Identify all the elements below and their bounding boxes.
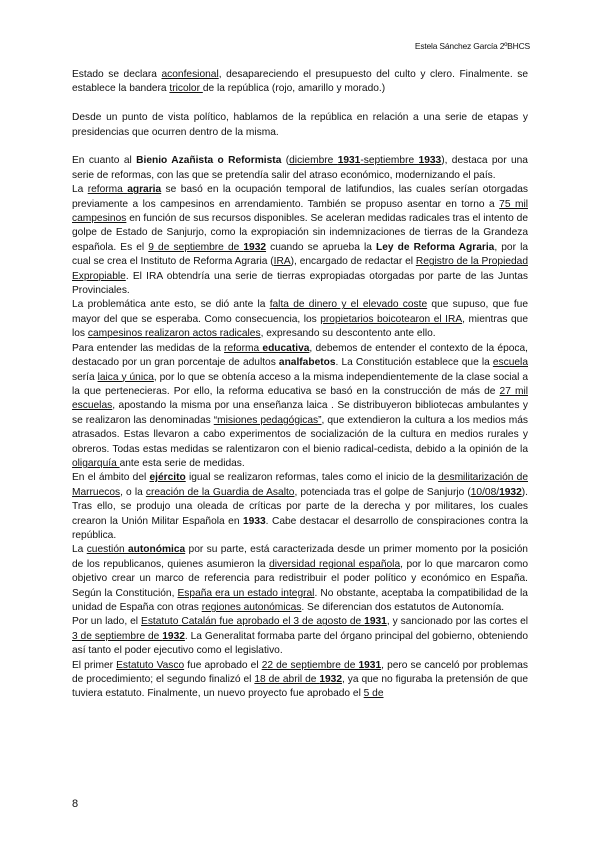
text-run: Estado se declara (72, 69, 162, 80)
paragraph (72, 543, 528, 615)
paragraph (72, 68, 528, 97)
text-run: Desde un punto de vista político, hablamos de la república en relación a una serie de etapas y presidencias que ocurren dentro de la misma. (72, 112, 528, 138)
underlined-term: 75 mil campesinos (72, 198, 528, 225)
paragraph (72, 183, 528, 298)
paragraph (72, 471, 528, 543)
underlined-term: 9 de septiembre de (148, 241, 244, 253)
text-run: . Se diferencian dos estatutos de Autonomía. (301, 602, 505, 613)
text-run: . Cabe destacar el desarrollo de conspiraciones contra la república. (72, 515, 528, 541)
underlined-term: oligarquía (72, 457, 120, 469)
underlined-term: escuela (492, 357, 528, 369)
emphasized-term: 1932 (162, 630, 185, 642)
underlined-term: 22 de septiembre de (261, 659, 359, 671)
paragraph-spacer (72, 97, 528, 111)
text-run: , debemos de entender el contexto de la época, destacado por un gran porcentaje de adultos (72, 342, 528, 369)
text-run: , pero se canceló por problemas de procedimiento; el segundo finalizó el (72, 659, 528, 686)
text-run: Por un lado, el (72, 616, 142, 628)
emphasized-term: agraria (127, 184, 162, 196)
text-run: . El IRA obtendría una serie de tierras expropiadas otorgadas por parte de las Juntas Provinciales. (72, 270, 528, 297)
underlined-term: 27 mil escuelas (72, 385, 528, 412)
text-run: , desapareciendo el presupuesto del culto y clero. Finalmente. se establece la bandera (72, 69, 528, 95)
emphasized-term: 1933 (242, 515, 266, 527)
text-run: . La Constitución establece que la (335, 357, 493, 369)
underlined-term: Estatuto Vasco (116, 659, 185, 671)
underlined-term: 3 de septiembre de (72, 630, 163, 642)
text-run: igual se realizaron reformas, tales como el inicio de la (185, 472, 439, 484)
underlined-term: Registro de la Propiedad Expropiable (72, 256, 528, 282)
text-run: en función de sus recursos disponibles. Se aceleran medidas radicales tras el intento de golpe de Estado de Sanjurjo, como la expropiación sin indemnizaciones de tierras de la Grandeza española. Es el (72, 213, 528, 253)
emphasized-term: analfabetos (278, 357, 336, 369)
text-run: sería (72, 371, 98, 383)
paragraph-spacer (72, 140, 528, 154)
text-run: , y sancionado por las cortes el (386, 616, 529, 628)
text-run: ), encargado de redactar el (290, 256, 416, 268)
underlined-term: diciembre (289, 155, 338, 167)
emphasized-term: 1932 (319, 674, 342, 686)
paragraph (72, 342, 528, 472)
underlined-term: propietarios boicotearon el IRA (320, 313, 463, 325)
text-run: La (72, 544, 87, 556)
text-run: se basó en la ocupación temporal de latifundios, las cuales serían otorgadas previamente a los campesinos en arrendamiento. También se propuso asentar en torno a (72, 184, 528, 210)
underlined-term: España era un estado integral (177, 587, 315, 599)
paragraph (72, 659, 528, 702)
underlined-term: campesinos realizaron actos radicales (87, 328, 261, 340)
emphasized-term: Bienio Azañista o Reformista (136, 155, 282, 167)
emphasized-term: autonómica (128, 544, 186, 556)
text-run: En cuanto al (72, 155, 137, 167)
text-run: En el ámbito del (72, 472, 150, 484)
text-run: , mientras que los (72, 313, 529, 340)
underlined-term: desmilitarización de Marruecos (72, 472, 529, 498)
text-run: ante esta serie de medidas. (119, 457, 245, 469)
emphasized-term: 1933 (418, 155, 442, 167)
text-run: , por lo que se obtenía acceso a la misma independientemente de la clase social a la que pertenecieras. Por ello, la reforma educativa se basó en la construcción de más de (72, 371, 529, 397)
text-run: cuando se aprueba la (266, 241, 376, 253)
underlined-term: Estatuto Catalán fue aprobado el 3 de agosto de (141, 616, 365, 628)
underlined-term: aconfesional (161, 69, 219, 80)
underlined-term: laica y única (97, 371, 154, 383)
page-number: 8 (72, 798, 79, 810)
underlined-term: 18 de abril de (254, 674, 320, 686)
underlined-term: 5 de (363, 688, 384, 700)
text-run: , que extendieron la cultura a los medios más atrasados. Estas llevaron a cabo experimentos de socialización de la cultura en medios rurales y obreros. Todas estas medidas se ralentizaron con el bienio radical-cedista, debido a la opinión de la (72, 414, 528, 455)
paragraph (72, 154, 528, 183)
text-run: de la república (rojo, amarillo y morado.) (202, 83, 386, 95)
text-run: , o la (120, 486, 146, 498)
text-run: , potenciada tras el golpe de Sanjurjo ( (294, 486, 471, 498)
underlined-term: diversidad regional española (269, 558, 401, 570)
text-run: ). Tras ello, se produjo una oleada de críticas por parte de la derecha y por militares, los cuales crearon la Unión Militar Española en (72, 486, 528, 527)
text-run: , por lo que marcaron como objetivo crear un marco de referencia para redistribuir el poder político y económico en España. Según la Constitución, (72, 558, 529, 599)
text-run: ( (281, 155, 290, 167)
document-body (72, 68, 528, 702)
text-run: La problemática ante esto, se dió ante la (72, 299, 270, 311)
page-header-author: Estela Sánchez García 2ºBHCS (414, 41, 530, 51)
text-run: . La Generalitat formaba parte del órgano principal del gobierno, obteniendo así tanto el poder ejecutivo como el legislativo. (72, 630, 528, 657)
text-run: La (72, 184, 88, 196)
text-run: , por la cual se crea el Instituto de Reforma Agraria ( (72, 241, 529, 268)
emphasized-term: 1931 (358, 659, 382, 671)
emphasized-term: ejército (149, 472, 186, 484)
underlined-term: tricolor (169, 83, 203, 95)
emphasized-term: 1932 (243, 241, 267, 253)
text-run: que supuso, que fue mayor del que se esperaba. Como consecuencia, los (72, 299, 528, 325)
emphasized-term: educativa (262, 342, 310, 354)
underlined-term: cuestión (86, 544, 129, 556)
emphasized-term: 1931 (337, 155, 361, 167)
text-run: , expresando su descontento ante ello. (260, 328, 436, 340)
paragraph (72, 298, 528, 341)
emphasized-term: Ley de Reforma Agraria (376, 241, 495, 253)
underlined-term: 10/08/ (470, 486, 500, 498)
text-run: . No obstante, aceptaba la compatibilidad de la unidad de España con otras (72, 587, 528, 613)
emphasized-term: 1932 (499, 486, 522, 498)
underlined-term: falta de dinero y el elevado coste (269, 299, 428, 311)
text-run: ), destaca por una serie de reformas, con las que se pretendía salir del atraso económico, modernizando el país. (72, 155, 528, 181)
text-run: , apostando la misma por una enseñanza laica . Se distribuyeron bibliotecas ambulantes y se realizaron las denominadas (72, 400, 528, 426)
text-run: Para entender las medidas de la (72, 342, 225, 354)
underlined-term: reforma (87, 184, 128, 196)
emphasized-term: 1931 (364, 616, 387, 628)
underlined-term: -septiembre (360, 155, 419, 167)
paragraph (72, 615, 528, 658)
underlined-term: reforma (224, 342, 263, 354)
paragraph (72, 111, 528, 140)
underlined-term: IRA (273, 256, 291, 268)
underlined-term: creación de la Guardia de Asalto (145, 486, 295, 498)
underlined-term: “misiones pedagógicas” (213, 414, 322, 426)
text-run: fue aprobado el (184, 659, 262, 671)
text-run: , ya que no figuraba la pretensión de que tuviera estatuto. Finalmente, un nuevo proyecto fue aprobado el (72, 674, 528, 700)
underlined-term: regiones autonómicas (201, 602, 302, 613)
text-run: El primer (72, 659, 117, 671)
text-run: por su parte, está caracterizada desde un primer momento por la posición de los republicanos, quienes asumieron la (72, 544, 528, 570)
